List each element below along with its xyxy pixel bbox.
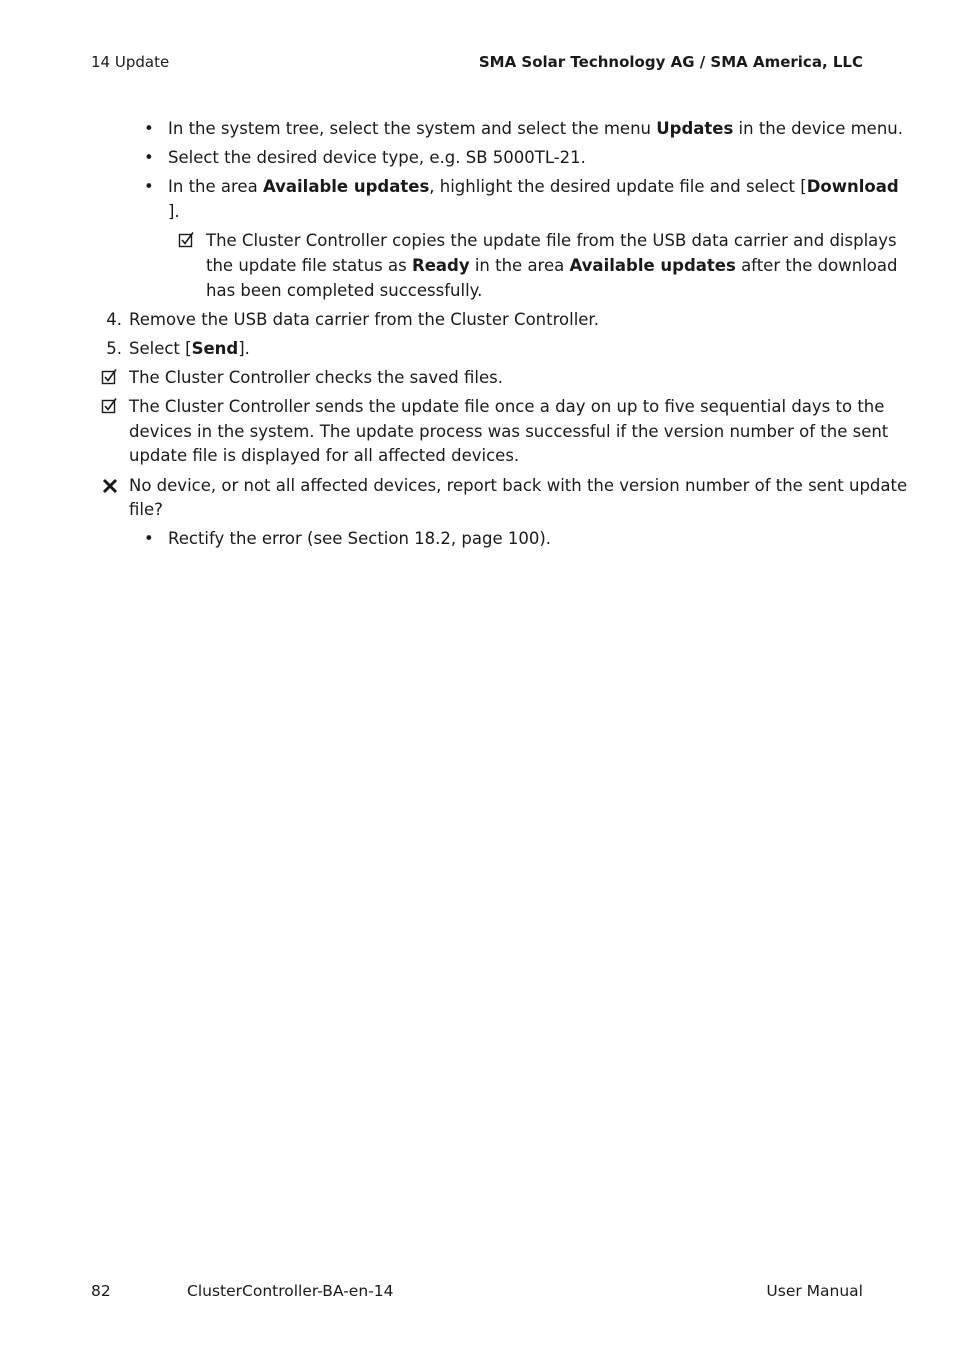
page-number: 82 xyxy=(91,1282,111,1300)
step-text: Remove the USB data carrier from the Cluster Controller. xyxy=(129,310,599,329)
result-check-icon xyxy=(101,397,119,415)
result-text: The Cluster Controller checks the saved files. xyxy=(129,368,503,387)
result-text xyxy=(206,253,897,278)
status-name: Ready xyxy=(411,256,470,275)
step-text-part: ]. xyxy=(238,339,250,358)
remedy-text: Rectify the error (see Section 18.2, page 100). xyxy=(168,529,552,548)
result-text: has been completed successfully. xyxy=(206,281,483,300)
menu-name: Updates xyxy=(656,119,734,138)
instruction-bullet xyxy=(168,116,903,141)
bullet-icon: • xyxy=(144,529,154,548)
instruction-text: in the device menu. xyxy=(733,119,903,138)
result-text: The Cluster Controller copies the update file from the USB data carrier and displays xyxy=(206,231,897,250)
instruction-text: In the system tree, select the system and select the menu xyxy=(168,119,657,138)
document-type: User Manual xyxy=(766,1282,863,1300)
running-header-company: SMA Solar Technology AG / SMA America, LLC xyxy=(478,53,863,71)
error-text: file? xyxy=(129,500,163,519)
button-name: Send xyxy=(191,339,239,358)
instruction-bullet: Select the desired device type, e.g. SB 5000TL-21. xyxy=(168,148,586,167)
result-text-part: the update file status as xyxy=(206,256,412,275)
document-id: ClusterController-BA-en-14 xyxy=(187,1282,394,1300)
running-header-section: 14 Update xyxy=(91,53,170,71)
result-check-icon xyxy=(101,368,119,386)
bullet-icon: • xyxy=(144,119,154,138)
result-text-part: in the area xyxy=(469,256,570,275)
instruction-bullet xyxy=(168,174,899,199)
button-name: Download xyxy=(806,177,899,196)
error-text: No device, or not all affected devices, report back with the version number of the sent update xyxy=(129,476,908,495)
instruction-text-continued: ]. xyxy=(168,202,180,221)
error-cross-icon xyxy=(101,477,119,495)
step-text-part: Select [ xyxy=(129,339,192,358)
bullet-icon: • xyxy=(144,148,154,167)
area-name: Available updates xyxy=(569,256,736,275)
area-name: Available updates xyxy=(262,177,430,196)
bullet-icon: • xyxy=(144,177,154,196)
step-number: 5. xyxy=(106,339,122,358)
result-text: devices in the system. The update process was successful if the version number of the sent xyxy=(129,422,889,441)
instruction-text: In the area xyxy=(168,177,263,196)
result-text-part: after the download xyxy=(735,256,898,275)
result-text: The Cluster Controller sends the update file once a day on up to five sequential days to the xyxy=(129,397,885,416)
step-text xyxy=(129,336,250,361)
result-text: update file is displayed for all affected devices. xyxy=(129,446,520,465)
result-check-icon xyxy=(178,231,196,249)
instruction-text: , highlight the desired update file and select [ xyxy=(429,177,807,196)
step-number: 4. xyxy=(106,310,122,329)
